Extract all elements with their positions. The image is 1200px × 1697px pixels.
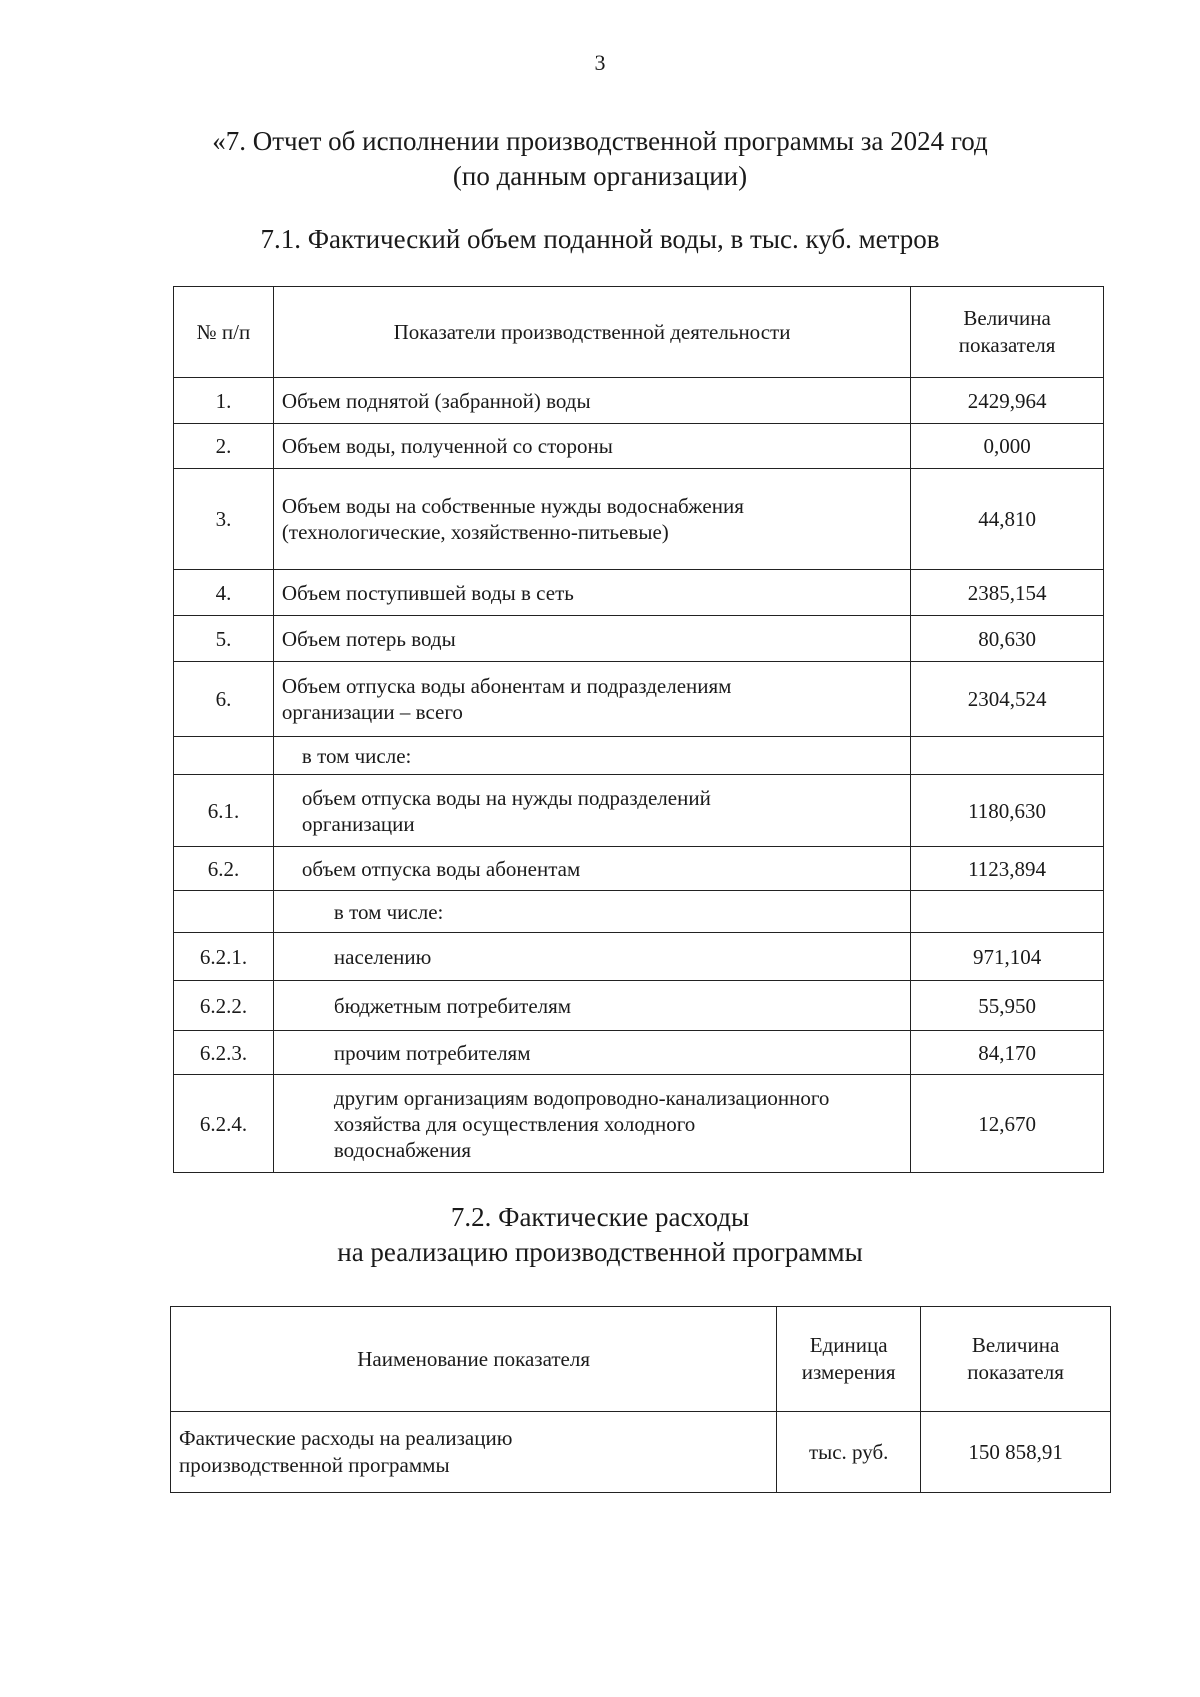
table-row (171, 1412, 1111, 1493)
table-row (174, 737, 1104, 775)
table-row (174, 469, 1104, 570)
row-label: Объем воды, полученной со стороны (273, 424, 910, 469)
row-value: 1180,630 (911, 775, 1104, 847)
header-value-line-1: Величина (971, 1333, 1060, 1357)
table-header-row (171, 1307, 1111, 1412)
table-row (174, 981, 1104, 1031)
row-value (911, 891, 1104, 933)
row-label: в том числе: (273, 891, 910, 933)
expenses-table (170, 1306, 1111, 1493)
row-label: Объем поступившей воды в сеть (273, 570, 910, 616)
row-label: Объем поднятой (забранной) воды (273, 378, 910, 424)
row-label-line-2: хозяйства для осуществления холодного (333, 1111, 696, 1136)
row-label-line-1: объем отпуска воды на нужды подразделений (301, 785, 711, 810)
row-label-line-1: другим организациям водопроводно-канализационного (333, 1085, 830, 1110)
row-label (273, 775, 910, 847)
row-num: 6. (174, 662, 274, 737)
row-value: 2304,524 (911, 662, 1104, 737)
row-num: 4. (174, 570, 274, 616)
table-row (174, 891, 1104, 933)
document-title (0, 124, 1200, 194)
row-label (171, 1412, 777, 1493)
header-value-line-1: Величина (963, 306, 1051, 330)
row-value: 55,950 (911, 981, 1104, 1031)
row-num (174, 737, 274, 775)
table-row (174, 616, 1104, 662)
table-row (174, 662, 1104, 737)
row-label-line-1: Объем воды на собственные нужды водоснабжения (281, 494, 744, 518)
row-label-line-2: производственной программы (179, 1453, 450, 1477)
row-value: 80,630 (911, 616, 1104, 662)
header-value-line-2: показателя (967, 1360, 1064, 1384)
document-title-line-2: (по данным организации) (452, 161, 748, 191)
header-value (921, 1307, 1111, 1412)
table-row (174, 378, 1104, 424)
header-value-line-2: показателя (958, 333, 1056, 357)
header-unit-line-2: измерения (801, 1360, 896, 1384)
table-row (174, 1031, 1104, 1075)
document-title-line-1: «7. Отчет об исполнении производственной программы за 2024 год (212, 126, 988, 156)
row-label-line-1: Объем отпуска воды абонентам и подразделениям (281, 674, 732, 698)
row-num: 2. (174, 424, 274, 469)
row-label: прочим потребителям (273, 1031, 910, 1075)
table-row (174, 570, 1104, 616)
section-2-title-line-1: 7.2. Фактические расходы (450, 1202, 750, 1232)
row-label (273, 469, 910, 570)
section-1-title: 7.1. Фактический объем поданной воды, в тыс. куб. метров (260, 224, 940, 254)
row-label-line-2: организации – всего (281, 700, 463, 724)
row-value: 971,104 (911, 933, 1104, 981)
row-label: Объем потерь воды (273, 616, 910, 662)
row-num: 6.2.3. (174, 1031, 274, 1075)
row-label-line-3: водоснабжения (333, 1137, 472, 1162)
row-value: 1123,894 (911, 847, 1104, 891)
section-2-title (0, 1200, 1200, 1270)
row-label: в том числе: (273, 737, 910, 775)
row-label-line-1: Фактические расходы на реализацию (179, 1426, 513, 1450)
section-2-title-line-2: на реализацию производственной программы (337, 1237, 863, 1267)
row-label (273, 1075, 910, 1173)
row-label (273, 662, 910, 737)
row-num (174, 891, 274, 933)
row-num: 6.2.4. (174, 1075, 274, 1173)
header-unit-line-1: Единица (809, 1333, 888, 1357)
row-label-line-2: организации (301, 811, 415, 836)
row-value: 2429,964 (911, 378, 1104, 424)
row-value: 0,000 (911, 424, 1104, 469)
row-num: 1. (174, 378, 274, 424)
header-unit (777, 1307, 921, 1412)
page-number: 3 (594, 50, 606, 75)
row-label: бюджетным потребителям (273, 981, 910, 1031)
row-num: 3. (174, 469, 274, 570)
table-row (174, 775, 1104, 847)
row-num: 6.1. (174, 775, 274, 847)
header-num: № п/п (174, 287, 274, 378)
row-value: 84,170 (911, 1031, 1104, 1075)
row-value: 12,670 (911, 1075, 1104, 1173)
header-value (911, 287, 1104, 378)
row-num: 6.2. (174, 847, 274, 891)
row-value: 150 858,91 (921, 1412, 1111, 1493)
header-name: Наименование показателя (171, 1307, 777, 1412)
row-num: 5. (174, 616, 274, 662)
row-unit: тыс. руб. (777, 1412, 921, 1493)
row-label-line-2: (технологические, хозяйственно-питьевые) (281, 520, 669, 544)
table-row (174, 847, 1104, 891)
table-header-row (174, 287, 1104, 378)
row-label: объем отпуска воды абонентам (273, 847, 910, 891)
row-label: населению (273, 933, 910, 981)
table-row (174, 933, 1104, 981)
table-row (174, 424, 1104, 469)
header-indicator: Показатели производственной деятельности (273, 287, 910, 378)
table-row (174, 1075, 1104, 1173)
water-volume-table (173, 286, 1104, 1173)
row-value (911, 737, 1104, 775)
row-value: 2385,154 (911, 570, 1104, 616)
row-value: 44,810 (911, 469, 1104, 570)
row-num: 6.2.1. (174, 933, 274, 981)
row-num: 6.2.2. (174, 981, 274, 1031)
